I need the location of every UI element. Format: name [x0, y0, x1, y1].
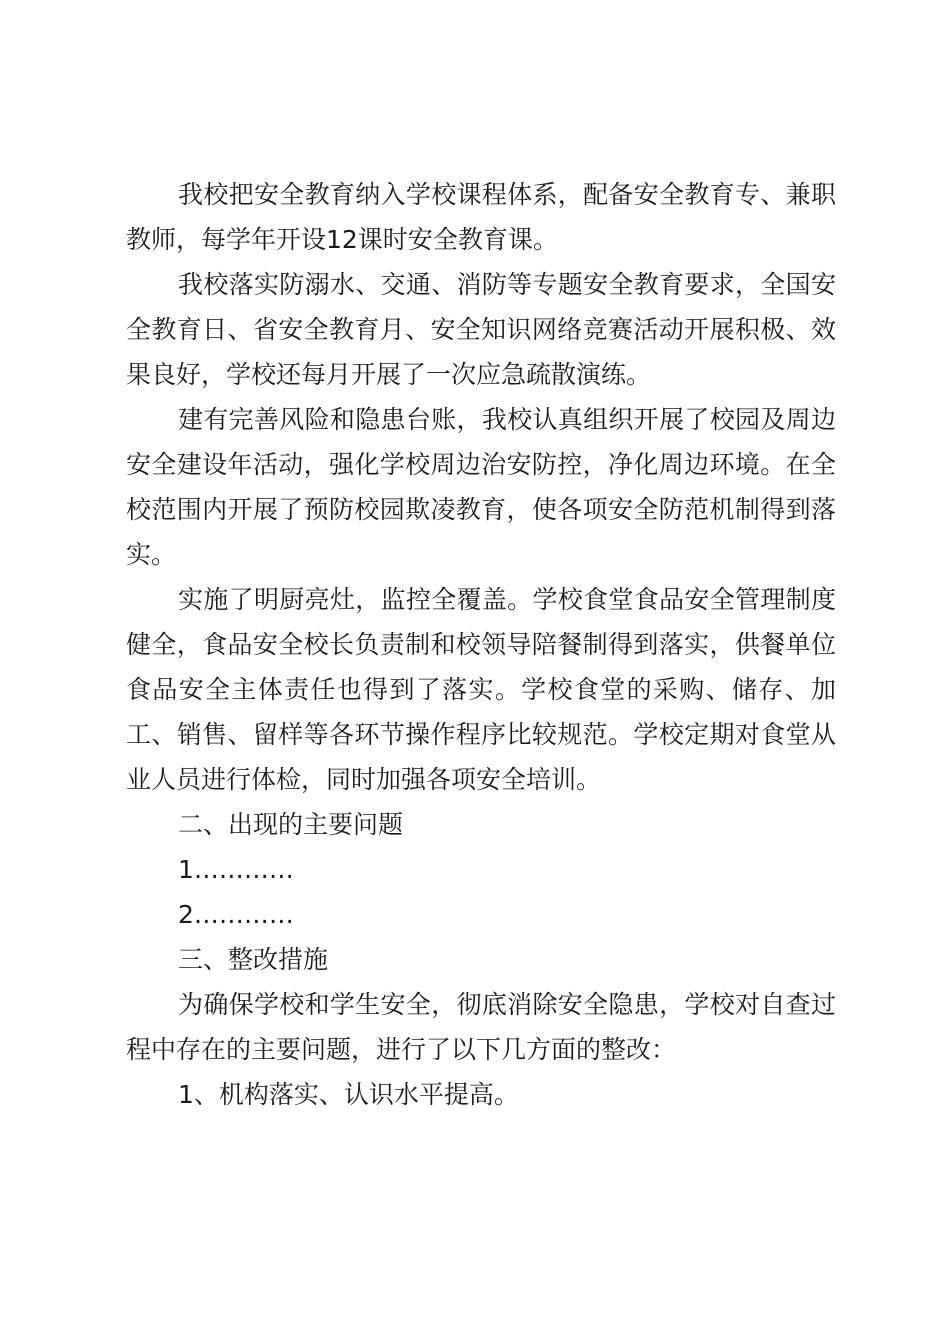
paragraph-special-topics: 我校落实防溺水、交通、消防等专题安全教育要求，全国安全教育日、省安全教育月、安全知识网络竞赛活动开展积极、效果良好，学校还每月开展了一次应急疏散演练。 [126, 270, 836, 389]
measure-item-1: 1、机构落实、认识水平提高。 [178, 1080, 519, 1109]
paragraph-canteen-safety: 实施了明厨亮灶，监控全覆盖。学校食堂食品安全管理制度健全，食品安全校长负责制和校领导陪餐制得到落实，供餐单位食品安全主体责任也得到了落实。学校食堂的采购、储存、加工、销售、留样等各环节操作程序比较规范。学校定期对食堂从业人员进行体检，同时加强各项安全培训。 [126, 585, 836, 794]
section-heading-problems: 二、出现的主要问题 [178, 810, 404, 839]
paragraph-safety-curriculum: 我校把安全教育纳入学校课程体系，配备安全教育专、兼职教师，每学年开设12课时安全教育课。 [126, 180, 836, 254]
paragraph-risk-ledger: 建有完善风险和隐患台账，我校认真组织开展了校园及周边安全建设年活动，强化学校周边治安防控，净化周边环境。在全校范围内开展了预防校园欺凌教育，使各项安全防范机制得到落实。 [126, 405, 836, 569]
problem-item-1: 1………… [178, 855, 294, 884]
document-body [126, 172, 836, 1117]
section-heading-measures: 三、整改措施 [178, 945, 329, 974]
problem-item-2: 2………… [178, 900, 294, 929]
paragraph-rectification-intro: 为确保学校和学生安全，彻底消除安全隐患，学校对自查过程中存在的主要问题，进行了以下几方面的整改： [126, 990, 836, 1064]
